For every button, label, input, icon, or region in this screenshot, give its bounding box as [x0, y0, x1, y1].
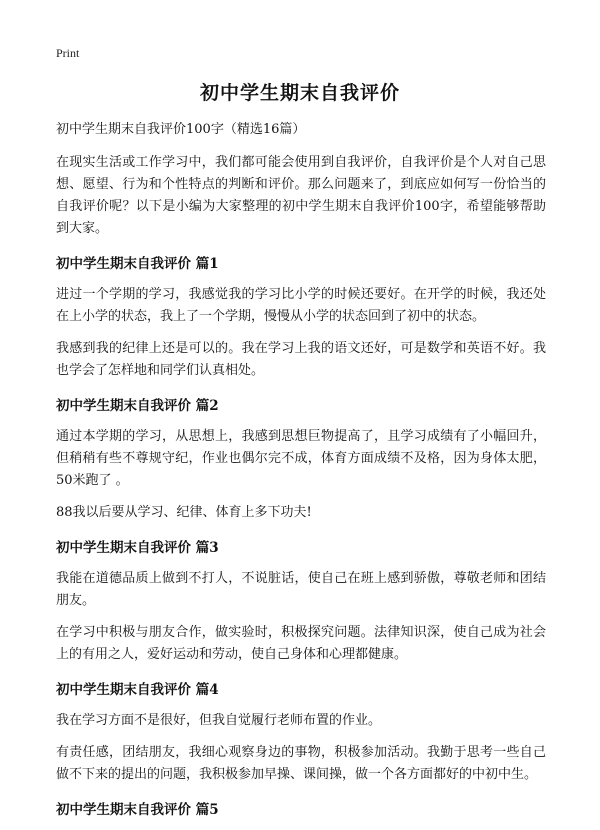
section-paragraph: 有责任感，团结朋友，我细心观察身边的事物，积极参加活动。我勤于思考一些自己做不下来的提出的问题，我积极参加早操、课间操，做一个各方面都好的中初中生。 — [56, 745, 546, 782]
print-label: Print — [56, 46, 80, 60]
section-paragraph: 我感到我的纪律上还是可以的。我在学习上我的语文还好，可是数学和英语不好。我也学会了怎样地和同学们认真相处。 — [56, 341, 546, 378]
page-title: 初中学生期末自我评价 — [199, 82, 400, 104]
section-4 — [56, 680, 546, 786]
section-1 — [56, 254, 546, 382]
section-heading: 初中学生期末自我评价 篇1 — [56, 256, 219, 272]
section-paragraph: 我在学习方面不是很好，但我自觉履行老师布置的作业。 — [56, 713, 382, 728]
section-heading: 初中学生期末自我评价 篇5 — [56, 802, 219, 818]
document-subtitle: 初中学生期末自我评价100字（精选16篇） — [56, 122, 306, 137]
section-3 — [56, 538, 546, 666]
document-body — [56, 120, 546, 830]
section-paragraph: 进过一个学期的学习，我感觉我的学习比小学的时候还要好。在开学的时候，我还处在上小学的状态，我上了一个学期，慢慢从小学的状态回到了初中的状态。 — [56, 287, 546, 324]
section-paragraph: 通过本学期的学习，从思想上，我感到思想巨物提高了，且学习成绩有了小幅回升，但稍稍有些不尊规守纪，作业也偶尔完不成，体育方面成绩不及格，因为身体太肥，50米跑了 。 — [56, 429, 546, 488]
section-heading: 初中学生期末自我评价 篇3 — [56, 540, 219, 556]
section-paragraph: 88我以后要从学习、纪律、体育上多下功夫! — [56, 505, 312, 520]
section-paragraph: 在学习中积极与朋友合作，做实验时，积极探究问题。法律知识深，使自己成为社会上的有用之人，爱好运动和劳动，使自己身体和心理都健康。 — [56, 625, 546, 662]
section-2 — [56, 396, 546, 524]
section-paragraph: 我能在道德品质上做到不打人，不说脏话，使自己在班上感到骄傲，尊敬老师和团结朋友。 — [56, 571, 546, 608]
section-5 — [56, 800, 546, 820]
section-heading: 初中学生期末自我评价 篇4 — [56, 682, 219, 698]
section-heading: 初中学生期末自我评价 篇2 — [56, 398, 219, 414]
intro-paragraph: 在现实生活或工作学习中，我们都可能会使用到自我评价，自我评价是个人对自己思想、愿望、行为和个性特点的判断和评价。那么问题来了，到底应如何写一份恰当的自我评价呢？以下是小编为大家整理的初中学生期末自我评价100字，希望能够帮助到大家。 — [56, 155, 546, 236]
